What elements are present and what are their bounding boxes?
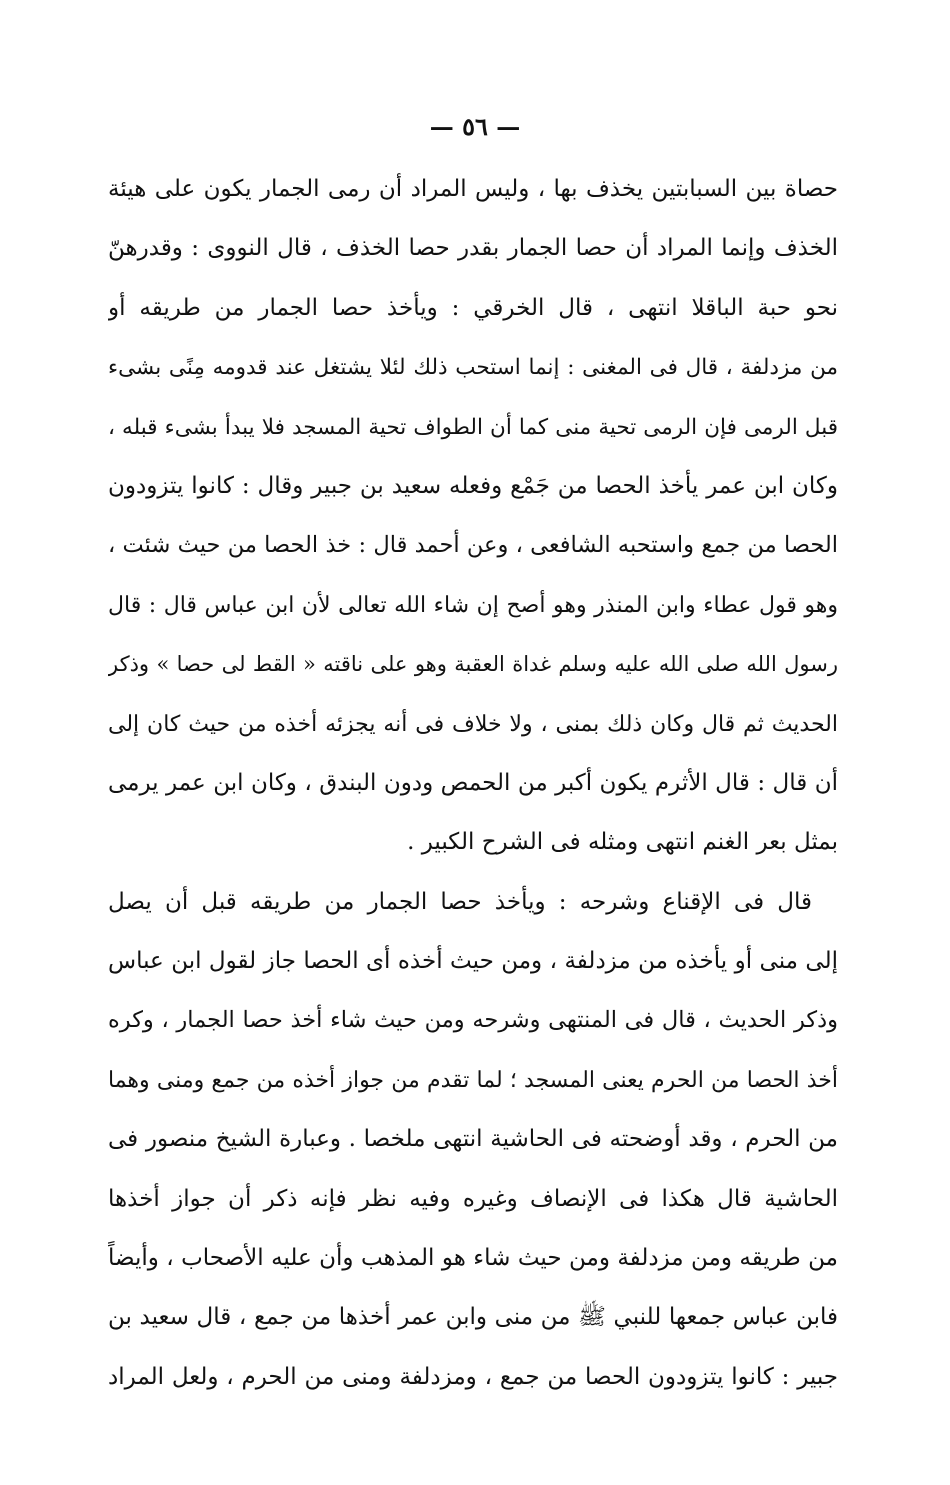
paragraph-last-line: بمثل بعر الغنم انتهى ومثله فى الشرح الكبير . xyxy=(407,829,838,856)
text-line: قبل الرمى فإن الرمى تحية منى كما أن الطواف تحية المسجد فلا يبدأ بشىء قبله ، xyxy=(108,414,838,440)
text-line: حصاة بين السبابتين يخذف بها ، وليس المراد أن رمى الجمار يكون على هيئة xyxy=(108,176,838,202)
text-line: من طريقه ومن مزدلفة ومن حيث شاء هو المذهب وأن عليه الأصحاب ، وأيضاً xyxy=(108,1245,838,1272)
text-line: وذكر الحديث ، قال فى المنتهى وشرحه ومن حيث شاء أخذ حصا الجمار ، وكره xyxy=(108,1007,838,1034)
text-line: أن قال : قال الأثرم يكون أكبر من الحمص ودون البندق ، وكان ابن عمر يرمى xyxy=(108,769,838,796)
paragraph-first-line: قال فى الإقناع وشرحه : ويأخذ حصا الجمار من طريقه قبل أن يصل xyxy=(108,888,812,915)
body-text xyxy=(108,160,838,1407)
text-line: الحصا من جمع واستحبه الشافعى ، وعن أحمد قال : خذ الحصا من حيث شئت ، xyxy=(108,532,838,559)
text-line: وكان ابن عمر يأخذ الحصا من جَمْع وفعله سعيد بن جبير وقال : كانوا يتزودون xyxy=(108,472,838,499)
text-line: من الحرم ، وقد أوضحته فى الحاشية انتهى ملخصا . وعبارة الشيخ منصور فى xyxy=(108,1126,838,1153)
text-line: من مزدلفة ، قال فى المغنى : إنما استحب ذلك لئلا يشتغل عند قدومه مِنًى بشىء xyxy=(108,355,838,381)
text-line: الحاشية قال هكذا فى الإنصاف وغيره وفيه نظر فإنه ذكر أن جواز أخذها xyxy=(108,1185,838,1212)
text-line: الحديث ثم قال وكان ذلك بمنى ، ولا خلاف فى أنه يجزئه أخذه من حيث كان إلى xyxy=(108,711,838,737)
text-line: نحو حبة الباقلا انتهى ، قال الخرقي : ويأخذ حصا الجمار من طريقه أو xyxy=(108,294,838,321)
text-line: إلى منى أو يأخذه من مزدلفة ، ومن حيث أخذه أى الحصا جاز لقول ابن عباس xyxy=(108,948,838,975)
text-line: وهو قول عطاء وابن المنذر وهو أصح إن شاء الله تعالى لأن ابن عباس قال : قال xyxy=(108,592,838,618)
page-number: — ٥٦ — xyxy=(429,112,521,141)
text-line: الخذف وإنما المراد أن حصا الجمار بقدر حصا الخذف ، قال النووى : وقدرهنّ xyxy=(108,235,838,262)
text-line: جبير : كانوا يتزودون الحصا من جمع ، ومزدلفة ومنى من الحرم ، ولعل المراد xyxy=(108,1363,838,1390)
text-line: فابن عباس جمعها للنبي ﷺ من منى وابن عمر أخذها من جمع ، قال سعيد بن xyxy=(108,1304,838,1331)
text-line: رسول الله صلى الله عليه وسلم غداة العقبة وهو على ناقته « القط لى حصا » وذكر xyxy=(108,652,838,677)
text-line: أخذ الحصا من الحرم يعنى المسجد ؛ لما تقدم من جواز أخذه من جمع ومنى وهما xyxy=(108,1067,838,1093)
